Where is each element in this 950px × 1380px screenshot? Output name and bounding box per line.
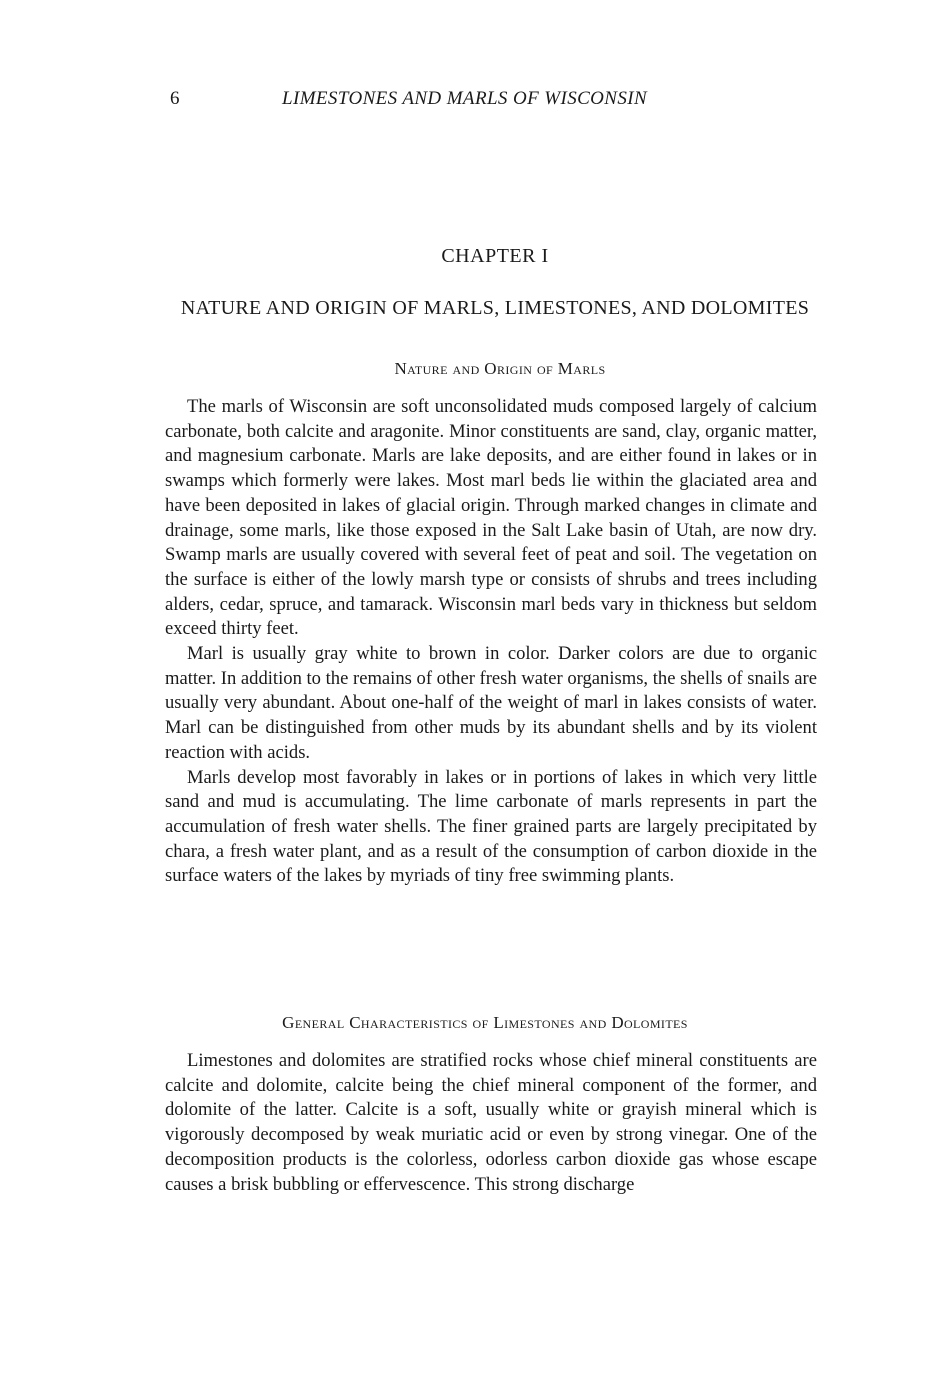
section-body-limestones [165,1049,817,1197]
running-head [170,88,820,114]
section-body-marls [165,395,817,889]
chapter-title: NATURE AND ORIGIN OF MARLS, LIMESTONES, AND DOLOMITES [180,297,810,319]
paragraph: Limestones and dolomites are stratified rocks whose chief mineral constituents are calcite and dolomite, calcite being the chief mineral component of the former, and dolomite of the latter. Calcite is a soft, usually white or grayish mineral which is vigorously decomposed by weak muriatic acid or even by strong vinegar. One of the decomposition products is the colorless, odorless carbon dioxide gas whose escape causes a brisk bubbling or effervescence. This strong discharge [165,1050,817,1195]
page-number: 6 [170,88,180,109]
paragraph: Marl is usually gray white to brown in color. Darker colors are due to organic matter. In addition to the remains of other fresh water organisms, the shells of snails are usually very abundant. About one-half of the weight of marl in lakes consists of water. Marl can be distinguished from other muds by its abundant shells and by its violent reaction with acids. [165,643,817,763]
paragraph: The marls of Wisconsin are soft unconsolidated muds composed largely of calcium carbonate, both calcite and aragonite. Minor constituents are sand, clay, organic matter, and magnesium carbonate. Marls are lake deposits, and are either found in lakes or in swamps which formerly were lakes. Most marl beds lie within the glaciated area and have been deposited in lakes of glacial origin. Through marked changes in climate and drainage, some marls, like those exposed in the Salt Lake basin of Utah, are now dry. Swamp marls are usually covered with several feet of peat and soil. The vegetation on the surface is either of the lowly marsh type or consists of shrubs and trees including alders, cedar, spruce, and tamarack. Wisconsin marl beds vary in thickness but seldom exceed thirty feet. [165,396,817,640]
section-heading-limestones: General Characteristics of Limestones and Dolomites [282,1013,688,1032]
running-title: LIMESTONES AND MARLS OF WISCONSIN [282,88,648,109]
section-heading-marls: Nature and Origin of Marls [394,359,606,378]
chapter-label: CHAPTER I [441,245,549,267]
paragraph: Marls develop most favorably in lakes or in portions of lakes in which very little sand and mud is accumulating. The lime carbonate of marls represents in part the accumulation of fresh water shells. The finer grained parts are largely precipitated by chara, a fresh water plant, and as a result of the consumption of carbon dioxide in the surface waters of the lakes by myriads of tiny free swimming plants. [165,766,817,887]
